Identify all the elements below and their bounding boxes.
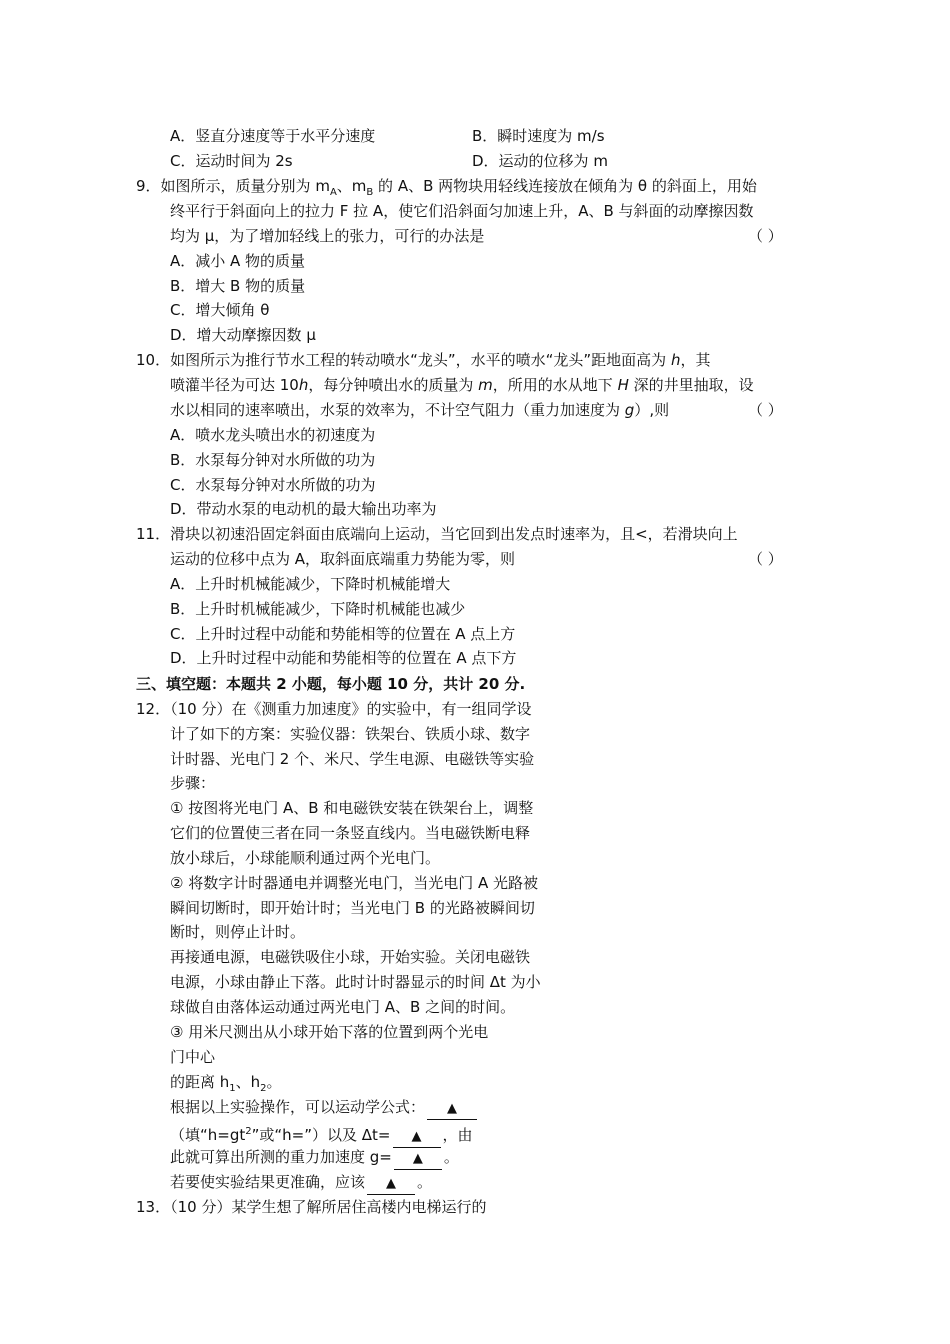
q8-option-b: B．瞬时速度为 m/s	[472, 127, 605, 145]
q9-option-b: B．增大 B 物的质量	[170, 277, 306, 295]
q12-step-2-line-5: 电源，小球由静止下落。此时计时器显示的时间 Δt 为小	[170, 973, 541, 991]
q11-answer-paren: （ ）	[748, 550, 783, 568]
section-3-heading: 三、填空题：本题共 2 小题，每小题 10 分，共计 20 分.	[136, 675, 526, 693]
q11-stem-line-1: 11．滑块以初速沿固定斜面由底端向上运动，当它回到出发点时速率为，且<，若滑块向上	[136, 525, 738, 543]
delta-t-answer-blank[interactable]: ▲	[393, 1125, 441, 1148]
q12-stem-line-3: 计时器、光电门 2 个、米尺、学生电源、电磁铁等实验	[170, 750, 535, 768]
q13-stem-line-1: 13．（10 分）某学生想了解所居住高楼内电梯运行的	[136, 1198, 487, 1216]
q9-answer-paren: （ ）	[748, 227, 783, 245]
q9-option-c: C．增大倾角 θ	[170, 301, 270, 319]
q9-stem-line-1: 9．如图所示，质量分别为 $m_A$、$m_B$ 的 A、B 两物块用轻线连接放在倾角为 θ 的斜面上，用始	[136, 177, 757, 198]
q10-option-a: A．喷水龙头喷出水的初速度为	[170, 426, 376, 444]
q12-step-3-line-2: 门中心	[170, 1048, 216, 1066]
q12-step-2-line-3: 断时，则停止计时。	[170, 923, 306, 941]
q11-option-c: C．上升时过程中动能和势能相等的位置在 A 点上方	[170, 625, 516, 643]
q12-step-1-line-2: 它们的位置使三者在同一条竖直线内。当电磁铁断电释	[170, 824, 531, 842]
q10-answer-paren: （ ）	[748, 401, 783, 419]
q11-stem-line-2: 运动的位移中点为 A，取斜面底端重力势能为零，则	[170, 550, 516, 568]
q10-stem-line-1: 10．如图所示为推行节水工程的转动喷水“龙头”，水平的喷水“龙头”距地面高为 h，其	[136, 351, 711, 369]
q11-option-a: A．上升时机械能减少，下降时机械能增大	[170, 575, 451, 593]
q12-step-1-line-3: 放小球后，小球能顺利通过两个光电门。	[170, 849, 441, 867]
q10-option-b: B．水泵每分钟对水所做的功为	[170, 451, 376, 469]
q10-stem-line-2: 喷灌半径为可达 10h，每分钟喷出水的质量为 m，所用的水从地下 H 深的井里抽取，设	[170, 376, 754, 394]
q12-stem-line-4: 步骤：	[170, 774, 216, 792]
q12-step-3-line-1: ③ 用米尺测出从小球开始下落的位置到两个光电	[170, 1023, 489, 1041]
q8-option-c: C．运动时间为 2s	[170, 152, 293, 170]
q12-step-2-line-2: 瞬间切断时，即开始计时；当光电门 B 的光路被瞬间切	[170, 899, 535, 917]
q12-blank-line-4: 若要使实验结果更准确，应该 ▲ 。	[170, 1170, 432, 1194]
q9-stem-line-2: 终平行于斜面向上的拉力 F 拉 A，使它们沿斜面匀加速上升，A、B 与斜面的动摩擦因数	[170, 202, 754, 220]
q10-option-c: C．水泵每分钟对水所做的功为	[170, 476, 376, 494]
q9-option-a: A．减小 A 物的质量	[170, 252, 306, 270]
q12-blank-line-1: 根据以上实验操作，可以运动学公式： ▲	[170, 1095, 479, 1119]
formula-answer-blank[interactable]: ▲	[427, 1097, 477, 1120]
g-answer-blank[interactable]: ▲	[394, 1147, 442, 1170]
q9-option-d: D．增大动摩擦因数 μ	[170, 326, 316, 344]
q8-option-a: A．竖直分速度等于水平分速度	[170, 127, 376, 145]
q12-step-2-line-4: 再接通电源，电磁铁吸住小球，开始实验。关闭电磁铁	[170, 948, 531, 966]
q12-blank-line-2: （填“$h=gt^2$”或“h=”）以及 Δt= ▲ ，由	[170, 1120, 473, 1144]
q8-option-d: D．运动的位移为 m	[472, 152, 608, 170]
accuracy-answer-blank[interactable]: ▲	[367, 1172, 415, 1195]
q10-stem-line-3: 水以相同的速率喷出，水泵的效率为，不计空气阻力（重力加速度为 g）,则	[170, 401, 670, 419]
q12-step-1-line-1: ① 按图将光电门 A、B 和电磁铁安装在铁架台上，调整	[170, 799, 534, 817]
q12-stem-line-1: 12．（10 分）在《测重力加速度》的实验中，有一组同学设	[136, 700, 532, 718]
q12-step-2-line-6: 球做自由落体运动通过两光电门 A、B 之间的时间。	[170, 998, 516, 1016]
q9-stem-line-3: 均为 μ，为了增加轻线上的张力，可行的办法是	[170, 227, 485, 245]
q12-step-3-line-3: 的距离 $h_1$、$h_2$。	[170, 1073, 282, 1094]
q12-step-2-line-1: ② 将数字计时器通电并调整光电门，当光电门 A 光路被	[170, 874, 539, 892]
q12-blank-line-3: 此就可算出所测的重力加速度 g= ▲ 。	[170, 1145, 459, 1169]
q11-option-b: B．上升时机械能减少，下降时机械能也减少	[170, 600, 466, 618]
q11-option-d: D．上升时过程中动能和势能相等的位置在 A 点下方	[170, 649, 517, 667]
q12-stem-line-2: 计了如下的方案：实验仪器：铁架台、铁质小球、数字	[170, 725, 531, 743]
q10-option-d: D．带动水泵的电动机的最大输出功率为	[170, 500, 437, 518]
